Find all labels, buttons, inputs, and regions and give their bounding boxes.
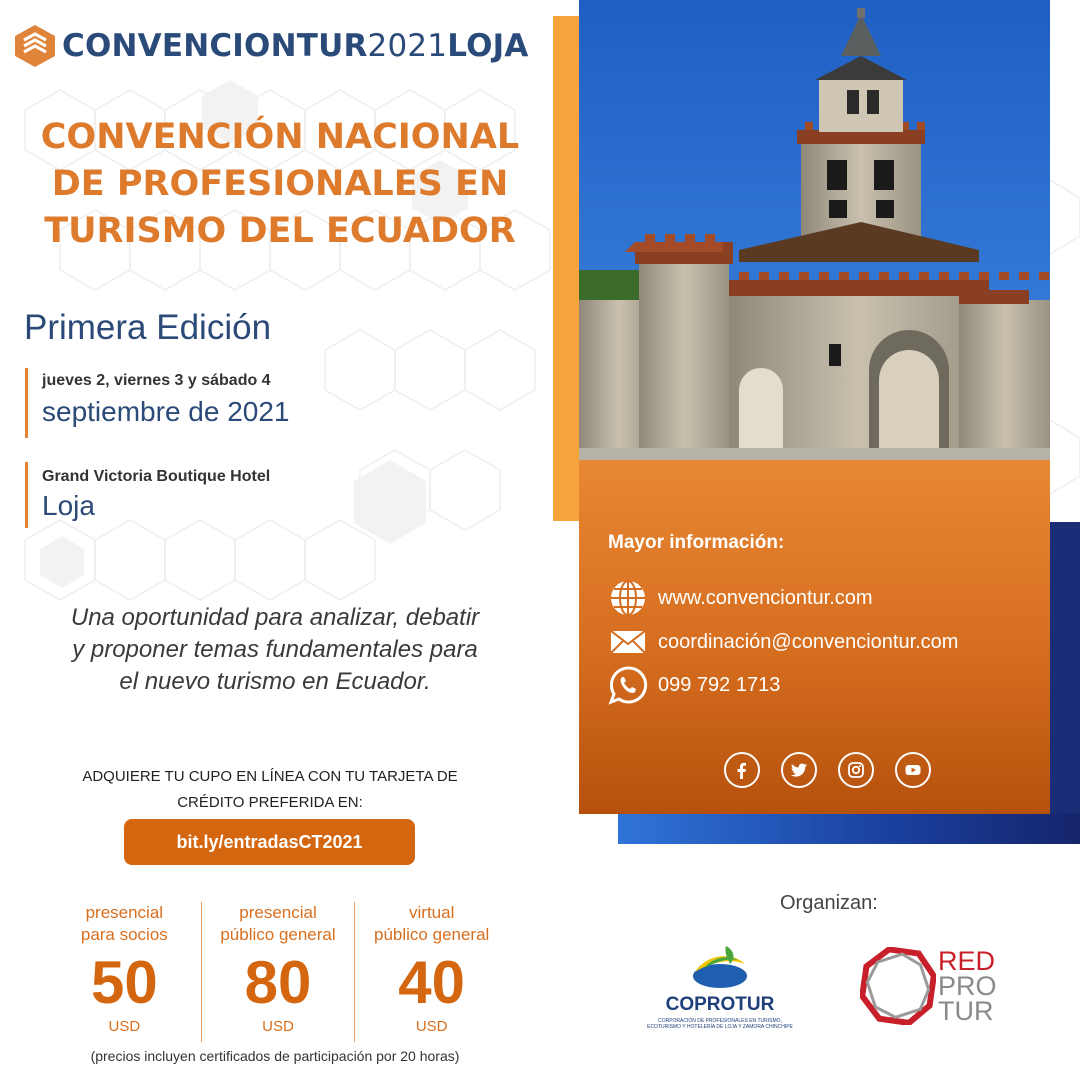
redprotur-line-2: PRO [938, 970, 997, 1001]
brand-wordmark [62, 28, 529, 64]
contact-phone[interactable] [608, 665, 780, 705]
ticket-link-button[interactable]: bit.ly/entradasCT2021 [124, 819, 415, 865]
website-text[interactable]: www.convenciontur.com [658, 586, 873, 609]
price-label: virtual [409, 903, 455, 922]
redprotur-wordmark [938, 945, 997, 1026]
facebook-icon [733, 761, 751, 779]
price-footnote: (precios incluyen certificados de participación por 20 horas) [90, 1048, 460, 1064]
coprotur-desc-line-2: ECOTURISMO Y HOTELERÍA DE LOJA Y ZAMORA CHINCHIPE [647, 1024, 793, 1030]
email-text[interactable]: coordinación@convenciontur.com [658, 630, 959, 653]
coprotur-desc-line-1: CORPORACIÓN DE PROFESIONALES EN TURISMO, [658, 1018, 782, 1024]
purchase-instructions [40, 764, 500, 816]
coprotur-logo [640, 942, 800, 1034]
phone-text[interactable]: 099 792 1713 [658, 673, 781, 696]
event-dates [25, 368, 290, 438]
contact-email[interactable] [608, 622, 958, 662]
redprotur-emblem-icon [860, 947, 936, 1025]
edition-label: Primera Edición [24, 308, 272, 347]
price-amount: 40 [398, 949, 466, 1016]
purchase-line-2: CRÉDITO PREFERIDA EN: [177, 794, 363, 811]
event-venue [25, 462, 270, 528]
instagram-link[interactable] [838, 752, 874, 788]
coprotur-name: COPROTUR [665, 994, 775, 1015]
contact-website[interactable] [608, 578, 873, 618]
price-amount: 80 [244, 949, 312, 1016]
tagline [20, 602, 530, 698]
event-title [20, 114, 540, 255]
tagline-line-3: el nuevo turismo en Ecuador. [119, 668, 431, 695]
price-currency: USD [262, 1018, 294, 1035]
event-days: jueves 2, viernes 3 y sábado 4 [42, 372, 271, 389]
navy-accent-bar [1048, 522, 1080, 844]
brand-logo [12, 20, 529, 72]
price-label: público general [374, 925, 490, 944]
purchase-line-1: ADQUIERE TU CUPO EN LÍNEA CON TU TARJETA DE [82, 768, 458, 785]
brand-part3: LOJA [447, 28, 529, 64]
more-info-heading: Mayor información: [608, 532, 785, 553]
price-label: público general [220, 925, 336, 944]
blue-accent-bar [618, 813, 1080, 844]
price-label: presencial [239, 903, 317, 922]
social-links [724, 752, 931, 788]
twitter-link[interactable] [781, 752, 817, 788]
redprotur-line-3: TUR [938, 995, 994, 1026]
price-member [48, 902, 201, 1042]
whatsapp-icon [608, 665, 648, 705]
price-general-virtual [354, 902, 508, 1042]
church-photo [579, 0, 1050, 460]
coprotur-description [640, 1018, 800, 1030]
title-line-1: CONVENCIÓN NACIONAL [40, 117, 520, 157]
venue-city: Loja [42, 490, 95, 521]
price-amount: 50 [90, 949, 158, 1016]
price-label: para socios [80, 925, 168, 944]
instagram-icon [847, 761, 865, 779]
brand-part1: CONVENCIONTUR [62, 28, 368, 64]
globe-icon [608, 578, 648, 618]
coprotur-emblem-icon [690, 942, 750, 992]
organizers-label: Organizan: [780, 892, 878, 914]
price-general-inperson [201, 902, 355, 1042]
redprotur-line-1: RED [938, 945, 996, 976]
convenciontur-logo-icon [12, 23, 58, 69]
twitter-icon [790, 761, 808, 779]
price-label: presencial [85, 903, 164, 922]
price-currency: USD [108, 1018, 141, 1035]
tagline-line-1: Una oportunidad para analizar, debatir [70, 604, 480, 631]
title-line-3: TURISMO DEL ECUADOR [44, 211, 516, 251]
youtube-link[interactable] [895, 752, 931, 788]
tagline-line-2: y proponer temas fundamentales para [72, 636, 478, 663]
redprotur-logo [860, 944, 1010, 1028]
mail-icon [608, 622, 648, 662]
facebook-link[interactable] [724, 752, 760, 788]
price-table [48, 902, 508, 1042]
event-month: septiembre de 2021 [42, 396, 290, 427]
yellow-accent-bar [553, 16, 579, 521]
title-line-2: DE PROFESIONALES EN [51, 164, 509, 204]
brand-part2: 2021 [367, 28, 448, 64]
youtube-icon [904, 761, 922, 779]
price-currency: USD [415, 1018, 448, 1035]
venue-hotel: Grand Victoria Boutique Hotel [42, 468, 271, 485]
